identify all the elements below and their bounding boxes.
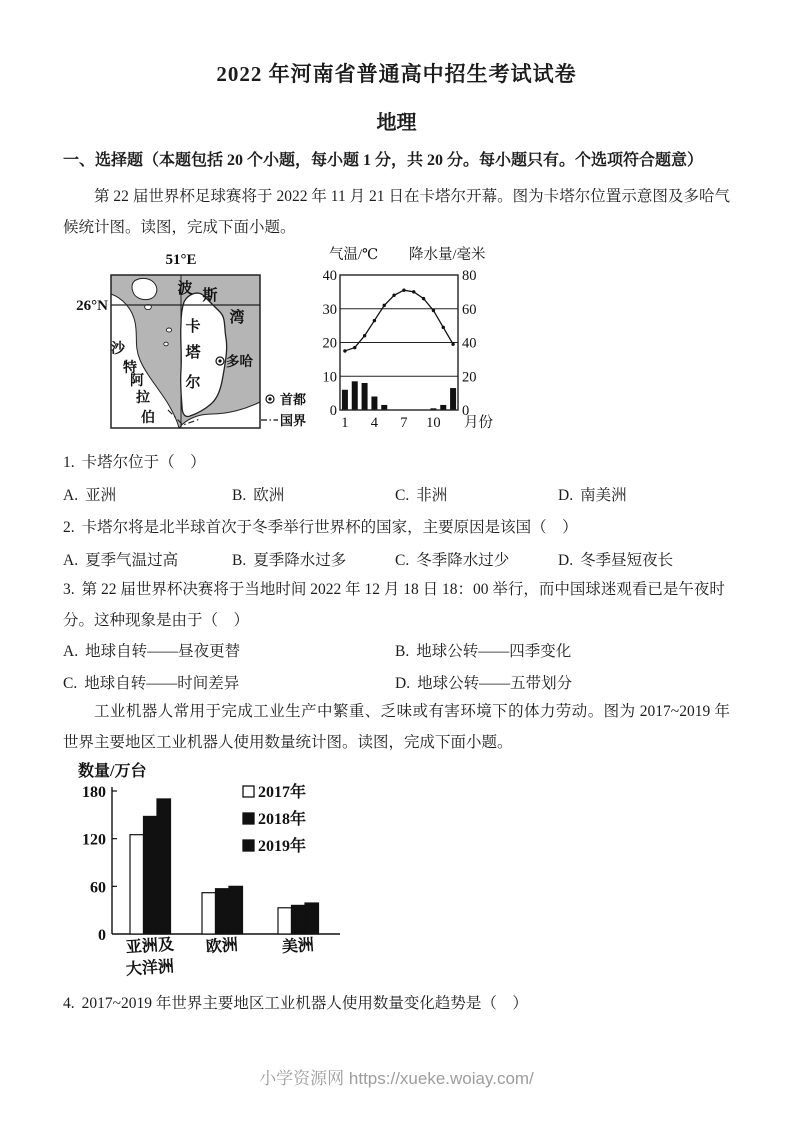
temperature-point [432, 309, 435, 312]
temperature-point [451, 342, 454, 345]
precipitation-bar [362, 383, 368, 410]
question-stem: 卡塔尔将是北半球首次于冬季举行世界杯的国家，主要原因是该国（ ） [81, 519, 578, 536]
capital-icon-dot [218, 359, 221, 362]
robot-bar-2019年 [305, 903, 319, 934]
map-capital-label: 多哈 [226, 354, 253, 369]
question-1-options [63, 480, 753, 511]
left-axis-tick: 10 [323, 369, 337, 386]
doha-climate-chart [323, 241, 538, 446]
map-islet [164, 342, 168, 346]
map-saudi-char: 伯 [141, 411, 155, 426]
x-axis-tick: 1 [341, 415, 349, 431]
temperature-point [343, 349, 346, 352]
map-saudi-char: 拉 [136, 391, 150, 406]
map-islet [166, 328, 171, 332]
robot-bar-2019年 [229, 886, 243, 934]
option-c: C. 地球自转——时间差异 [63, 675, 240, 692]
right-axis-tick: 40 [462, 335, 477, 352]
temperature-point [392, 294, 395, 297]
y-axis-tick: 0 [98, 927, 106, 944]
option-d: D. 冬季昼短夜长 [558, 552, 674, 569]
map-island-bahrain [132, 278, 157, 299]
option-a: A. 夏季气温过高 [63, 552, 179, 569]
left-axis-label: 气温/℃ [329, 247, 379, 263]
question-number: 4. [63, 995, 75, 1012]
passage-robots: 工业机器人常用于完成工业生产中繁重、乏味或有害环境下的体力劳动。图为 2017~2019 年世界主要地区工业机器人使用数量统计图。读图，完成下面小题。 [63, 703, 730, 751]
legend-border-label: 国界 [280, 413, 307, 428]
temperature-point [383, 304, 386, 307]
question-stem: 第 22 届世界杯决赛将于当地时间 2022 年 12 月 18 日 18：00 举行，而中国球迷观看已是午夜时分。这种现象是由于（ ） [63, 581, 725, 629]
temperature-point [363, 334, 366, 337]
map-saudi-char: 特 [123, 361, 137, 376]
watermark-footer: 小学资源网 https://xueke.woiay.com/ [259, 1069, 534, 1088]
category-label: 欧洲 [205, 936, 239, 957]
right-axis-tick: 20 [462, 369, 477, 386]
temperature-point [412, 290, 415, 293]
x-axis-tick: 7 [400, 415, 408, 431]
question-2-options [63, 545, 753, 576]
legend-label: 2018年 [258, 811, 307, 828]
category-label: 大洋洲 [125, 958, 175, 979]
option-b: B. 夏季降水过多 [232, 552, 347, 569]
robot-bar-2019年 [157, 799, 171, 934]
category-label: 美洲 [281, 936, 315, 957]
question-3 [63, 574, 730, 636]
temperature-point [402, 288, 405, 291]
option-c: C. 冬季降水过少 [395, 552, 510, 569]
option-a: A. 地球自转——昼夜更替 [63, 643, 241, 660]
y-axis-label: 数量/万台 [78, 763, 147, 780]
map-qatar-char: 塔 [185, 345, 201, 361]
x-axis-tick: 10 [426, 415, 441, 431]
category-label: 亚洲及 [125, 936, 175, 957]
section-header: 一、选择题（本题包括 20 个小题，每小题 1 分，共 20 分。每小题只有。个选项符合题意） [63, 152, 704, 169]
y-axis-tick: 180 [82, 784, 106, 801]
question-number: 2. [63, 519, 75, 536]
question-stem: 2017~2019 年世界主要地区工业机器人使用数量变化趋势是（ ） [81, 995, 528, 1012]
temperature-point [373, 319, 376, 322]
option-c: C. 非洲 [395, 487, 448, 504]
precipitation-bar [371, 397, 377, 411]
x-axis-label: 月份 [464, 415, 493, 431]
robot-bar-2018年 [144, 816, 158, 934]
precipitation-bar [352, 381, 358, 410]
robot-bar-2017年 [130, 835, 144, 934]
legend-capital-label: 首都 [280, 392, 307, 407]
question-number: 3. [63, 581, 75, 598]
subject-title: 地理 [376, 112, 417, 134]
legend-capital-icon-dot [268, 397, 271, 400]
y-axis-tick: 60 [90, 879, 106, 897]
x-axis-tick: 4 [370, 415, 379, 431]
map-longitude-label: 51°E [165, 252, 197, 268]
option-d: D. 地球公转——五带划分 [395, 675, 573, 692]
temperature-point [353, 346, 356, 349]
question-4 [63, 988, 730, 1019]
page-title: 2022 年河南省普通高中招生考试试卷 [216, 62, 577, 86]
question-3-options [63, 636, 753, 699]
precipitation-bar [342, 390, 348, 410]
question-number: 1. [63, 454, 75, 471]
robot-bar-2017年 [278, 908, 292, 934]
map-qatar-char: 尔 [185, 375, 201, 391]
right-axis-tick: 0 [462, 403, 470, 419]
precipitation-bar [450, 388, 456, 410]
map-sea-char: 湾 [229, 310, 245, 326]
right-axis-tick: 60 [462, 301, 477, 318]
question-stem: 卡塔尔位于（ ） [81, 454, 206, 471]
robot-bar-2018年 [292, 905, 306, 934]
legend-swatch [243, 813, 254, 824]
question-2 [63, 512, 730, 543]
qatar-location-map [76, 248, 328, 442]
map-qatar-char: 卡 [185, 319, 201, 335]
left-axis-tick: 0 [329, 403, 337, 419]
map-sea-char: 波 [177, 281, 193, 297]
option-b: B. 地球公转——四季变化 [395, 643, 572, 660]
map-saudi-char: 沙 [111, 342, 125, 357]
temperature-line [345, 290, 453, 351]
option-d: D. 南美洲 [558, 487, 627, 504]
precipitation-bar [381, 405, 387, 410]
legend-swatch [243, 786, 254, 797]
legend-label: 2017年 [258, 784, 307, 801]
option-a: A. 亚洲 [63, 487, 117, 504]
left-axis-tick: 40 [323, 268, 337, 284]
map-latitude-label: 26°N [76, 298, 108, 314]
legend-label: 2019年 [258, 838, 307, 855]
right-axis-label: 降水量/毫米 [409, 247, 486, 263]
passage-world-cup: 第 22 届世界杯足球赛将于 2022 年 11 月 21 日在卡塔尔开幕。图为卡塔尔位置示意图及多哈气候统计图。读图，完成下面小题。 [63, 188, 730, 236]
map-saudi-char: 阿 [130, 374, 144, 389]
industrial-robots-chart [68, 760, 363, 992]
legend-swatch [243, 840, 254, 851]
robot-bar-2017年 [202, 893, 216, 934]
right-axis-tick: 80 [462, 268, 477, 284]
left-axis-tick: 20 [323, 335, 337, 352]
y-axis-tick: 120 [82, 831, 106, 849]
temperature-point [422, 297, 425, 300]
question-1 [63, 447, 730, 478]
map-sea-char: 斯 [202, 288, 218, 304]
robot-bar-2018年 [216, 889, 230, 934]
option-b: B. 欧洲 [232, 487, 285, 504]
precipitation-bar [440, 405, 446, 410]
left-axis-tick: 30 [323, 301, 337, 318]
temperature-point [442, 326, 445, 329]
